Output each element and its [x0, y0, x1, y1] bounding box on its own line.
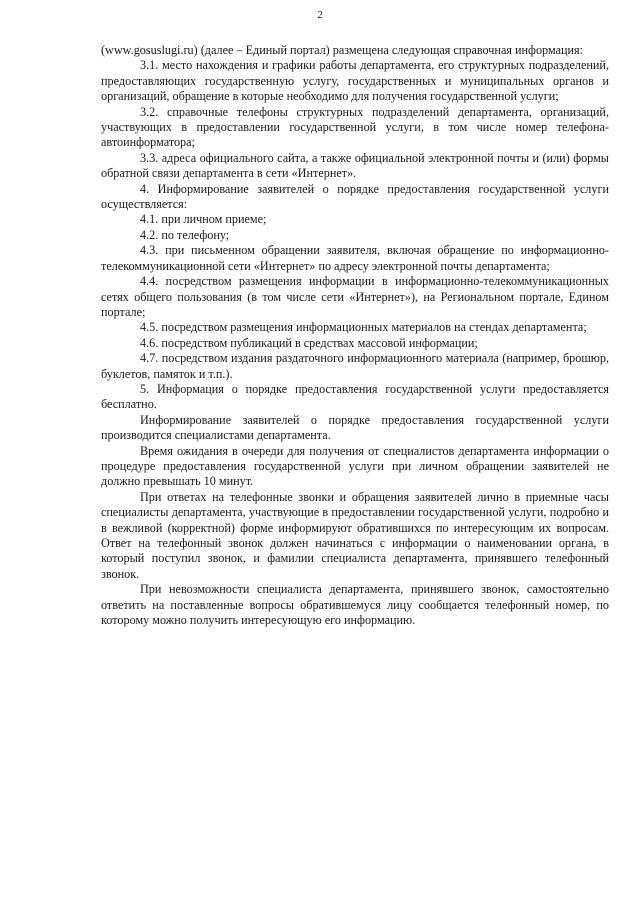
paragraph: 3.2. справочные телефоны структурных подразделений департамента, организаций, участвующих в предоставлении государственной услуги, в том числе номер телефона-автоинформатора; — [101, 104, 609, 150]
paragraph: При ответах на телефонные звонки и обращения заявителей лично в приемные часы специалисты департамента, участвующие в предоставлении государственной услуги, подробно и в вежливой (корректной) форме информируют обратившихся по интересующим их вопросам. Ответ на телефонный звонок должен начинаться с информации о наименовании органа, в который поступил звонок, и фамилии специалиста департамента, принявшего телефонный звонок. — [101, 489, 609, 581]
paragraph: 3.3. адреса официального сайта, а также официальной электронной почты и (или) формы обратной связи департамента в сети «Интернет». — [101, 150, 609, 181]
paragraph: (www.gosuslugi.ru) (далее – Единый портал) размещена следующая справочная информация: — [101, 43, 584, 57]
paragraph: 4.7. посредством издания раздаточного информационного материала (например, брошюр, буклетов, памяток и т.п.). — [101, 351, 609, 381]
paragraph: Информирование заявителей о порядке предоставления государственной услуги производится специалистами департамента. — [101, 412, 609, 443]
paragraph: При невозможности специалиста департамента, принявшего звонок, самостоятельно ответить на поставленные вопросы обратившемуся лицу сообщается телефонный номер, по которому можно получить интересующую его информацию. — [101, 582, 609, 628]
paragraph: Время ожидания в очереди для получения от специалистов департамента информации о процедуре предоставления государственной услуги при личном обращении заявителей не должно превышать 10 минут. — [101, 443, 609, 489]
paragraph: 4.6. посредством публикаций в средствах массовой информации; — [140, 335, 478, 350]
paragraph: 5. Информация о порядке предоставления государственной услуги предоставляется бесплатно. — [101, 381, 609, 412]
paragraph: 4.5. посредством размещения информационных материалов на стендах департамента; — [140, 320, 587, 335]
document-body — [101, 43, 609, 628]
paragraph: 4.1. при личном приеме; — [140, 212, 267, 227]
paragraph: 4. Информирование заявителей о порядке предоставления государственной услуги осуществляется: — [101, 181, 609, 212]
paragraph: 4.3. при письменном обращении заявителя, включая обращение по информационно-телекоммуникационной сети «Интернет» по адресу электронной почты департамента; — [101, 243, 609, 273]
paragraph: 4.2. по телефону; — [140, 227, 230, 242]
page-number: 2 — [317, 10, 323, 21]
paragraph: 3.1. место нахождения и графики работы департамента, его структурных подразделений, предоставляющих государственную услугу, государственных и муниципальных органов и организаций, обращение в которые необходимо для получения государственной услуги; — [101, 58, 609, 104]
paragraph: 4.4. посредством размещения информации в информационно-телекоммуникационных сетях общего пользования (в том числе сети «Интернет»), на Региональном портале, Едином портале; — [101, 274, 609, 319]
